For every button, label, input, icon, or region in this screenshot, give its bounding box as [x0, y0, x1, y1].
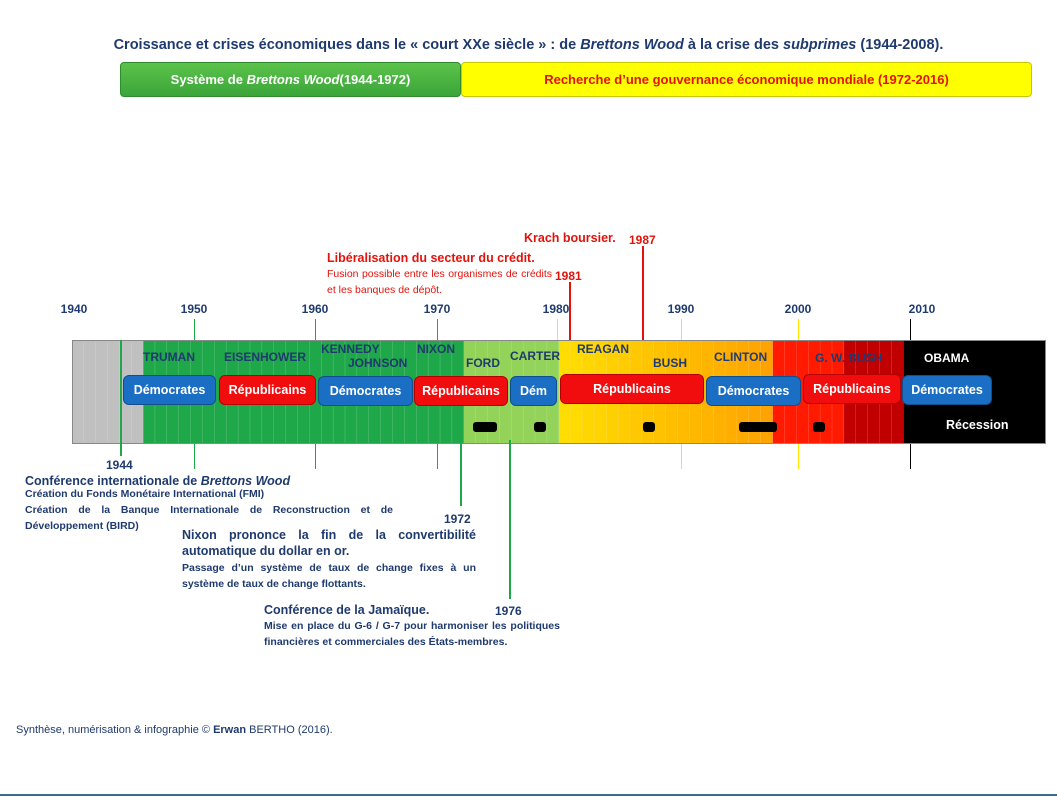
year-label-1990: 1990: [667, 302, 695, 316]
tick-top-2010: [910, 319, 911, 340]
year-stripe: [84, 340, 96, 444]
president-kennedy: KENNEDY: [321, 342, 380, 356]
event-year-1981: 1981: [555, 269, 582, 283]
president-bush: BUSH: [653, 356, 688, 370]
tick-top-1990: [681, 319, 682, 340]
president-ford: FORD: [466, 356, 500, 370]
event-line-1981: [569, 282, 571, 340]
party-badge-eisenhower: Républicains: [219, 375, 316, 405]
president-reagan: REAGAN: [577, 342, 630, 356]
tick-top-1970: [437, 319, 438, 340]
party-badge-kennedy-johnson: Démocrates: [318, 376, 413, 406]
party-badge-gwbush: Républicains: [803, 374, 901, 404]
party-badge-obama: Démocrates: [902, 375, 992, 405]
event-text-1972: Passage d’un système de taux de change fixes à un système de taux de change flottants.: [182, 562, 476, 590]
year-label-2010: 2010: [908, 302, 936, 316]
tick-1950: [194, 444, 195, 469]
president-clinton: CLINTON: [714, 350, 768, 364]
event-line-1972: [460, 440, 462, 506]
year-stripe: [108, 340, 120, 444]
year-label-2000: 2000: [784, 302, 812, 316]
event-line-1987: [642, 246, 644, 340]
tick-1970: [437, 444, 438, 469]
recession-bar: [643, 422, 655, 432]
party-badge-reagan-bush: Républicains: [560, 374, 704, 404]
recession-bar: [534, 422, 546, 432]
event-title-1981: Libéralisation du secteur du crédit.: [327, 251, 535, 265]
tick-top-1980: [557, 319, 558, 340]
period-gouvernance: Recherche d’une gouvernance économique mondiale (1972-2016): [461, 62, 1032, 97]
recession-bar: [739, 422, 777, 432]
president-carter: CARTER: [510, 349, 560, 363]
event-title-1972: Nixon prononce la fin de la convertibilité automatique du dollar en or.: [182, 528, 476, 558]
event-year-1976: 1976: [495, 604, 522, 618]
tick-2010: [910, 444, 911, 469]
president-johnson: JOHNSON: [348, 356, 408, 370]
event-text-1944: Création du Fonds Monétaire International (FMI) Création de la Banque Internationale de Reconstruction et de Développement (BIRD): [25, 488, 393, 532]
president-eisenhower: EISENHOWER: [224, 350, 307, 364]
president-nixon: NIXON: [417, 342, 456, 356]
event-title-1976: Conférence de la Jamaïque.: [264, 603, 430, 617]
event-year-1972: 1972: [444, 512, 471, 526]
year-stripe: [1034, 340, 1046, 444]
recession-bar: [813, 422, 825, 432]
event-title-1987: Krach boursier.: [524, 231, 616, 245]
tick-1960: [315, 444, 316, 469]
party-badge-nixon-ford: Républicains: [414, 376, 508, 406]
tick-top-2000: [798, 319, 799, 340]
president-truman: TRUMAN: [143, 350, 195, 364]
year-stripe: [96, 340, 108, 444]
event-title-1944: Conférence internationale de Brettons Wood: [25, 474, 291, 488]
event-text-1976: Mise en place du G-6 / G-7 pour harmoniser les politiques financières et commerciales des États-membres.: [264, 620, 560, 648]
credit-line: Synthèse, numérisation & infographie © Erwan BERTHO (2016).: [16, 724, 333, 736]
president-gwbush: G. W. BUSH: [815, 351, 883, 365]
year-label-1960: 1960: [301, 302, 329, 316]
president-obama: OBAMA: [924, 351, 970, 365]
party-badge-carter: Dém: [510, 376, 557, 406]
tick-top-1950: [194, 319, 195, 340]
party-badge-truman: Démocrates: [123, 375, 216, 405]
year-label-1980: 1980: [542, 302, 570, 316]
tick-top-1960: [315, 319, 316, 340]
party-badge-clinton: Démocrates: [706, 376, 801, 406]
event-line-1976: [509, 440, 511, 599]
tick-1990: [681, 444, 682, 469]
recession-bar: [473, 422, 497, 432]
year-stripe: [72, 340, 84, 444]
bottom-border: [0, 794, 1057, 796]
year-label-1950: 1950: [180, 302, 208, 316]
page-title: Croissance et crises économiques dans le « court XXe siècle » : de Brettons Wood à la crise des subprimes (1944-2008).: [113, 37, 944, 53]
year-stripe: [1022, 340, 1034, 444]
recession-label: Récession: [946, 418, 1009, 432]
year-stripe: [1010, 340, 1022, 444]
event-year-1944: 1944: [106, 458, 133, 472]
event-line-1944: [120, 340, 122, 456]
event-text-1981: Fusion possible entre les organismes de crédits et les banques de dépôt.: [327, 268, 552, 296]
year-label-1940: 1940: [60, 302, 88, 316]
year-label-1970: 1970: [423, 302, 451, 316]
tick-2000: [798, 444, 799, 469]
event-year-1987: 1987: [629, 233, 656, 247]
period-bretton-woods: Système de Brettons Wood (1944-1972): [120, 62, 461, 97]
